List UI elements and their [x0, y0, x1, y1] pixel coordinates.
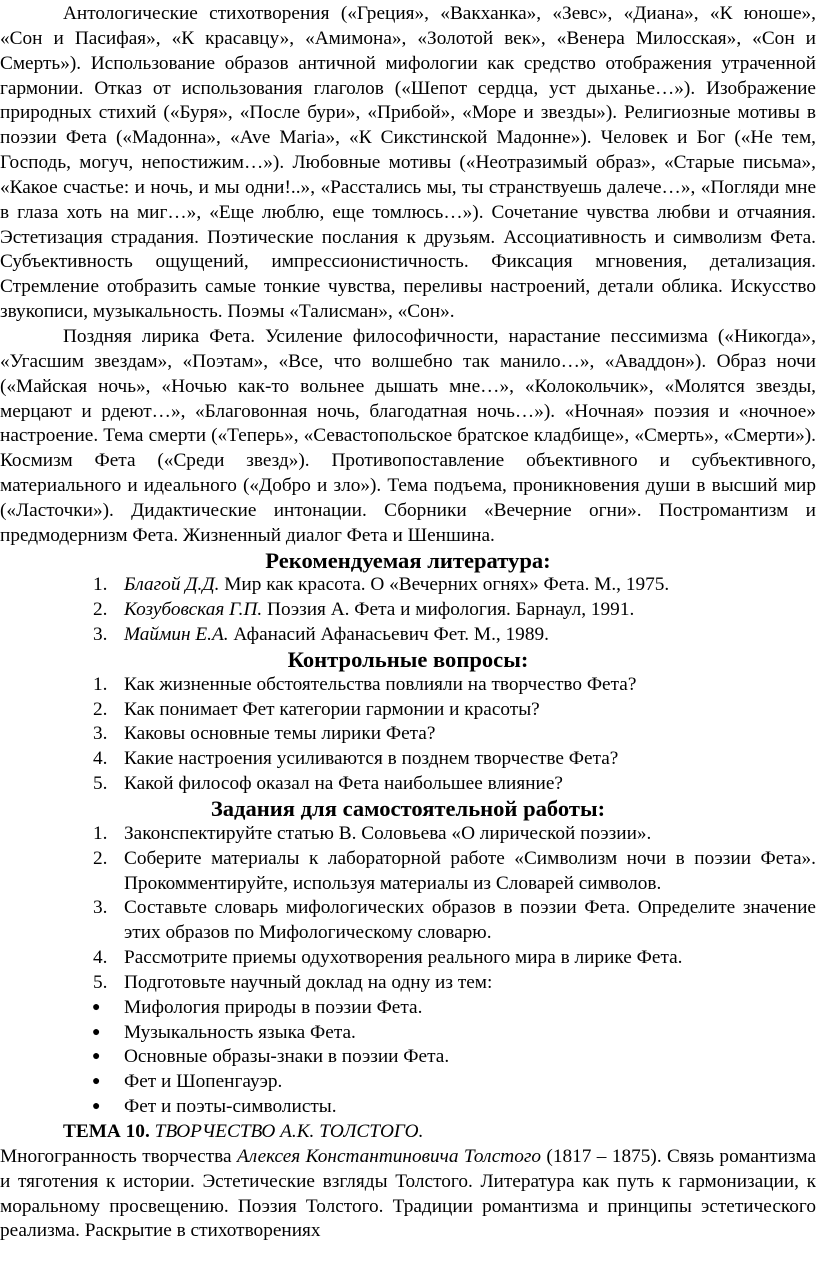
question-item: 3. Каковы основные темы лирики Фета?	[93, 723, 436, 745]
task-item: 5. Подготовьте научный доклад на одну из тем:	[93, 971, 493, 993]
literature-item: 3. Маймин Е.А. Афанасий Афанасьевич Фет. М., 1989.	[93, 624, 549, 646]
author-name: Алексея Константиновича Толстого	[236, 1145, 542, 1167]
task-item: 1. Законспектируйте статью В. Соловьева «О лирической поэзии».	[93, 822, 652, 844]
topic-item: ● Фет и поэты-символисты.	[0, 1095, 816, 1120]
question-item: 1. Как жизненные обстоятельства повлияли на творчество Фета?	[93, 673, 637, 695]
literature-item: 2. Козубовская Г.П. Поэзия А. Фета и мифология. Барнаул, 1991.	[93, 599, 635, 621]
body-paragraph-anthology: Антологические стихотворения («Греция», «Вакханка», «Зевс», «Диана», «К юноше», «Сон и Пасифая», «К красавцу», «Амимона», «Золотой век», «Венера Милосская», «Сон и Смерть»). Использование образов античной мифологии как средство отображения утраченной гармонии. Отказ от использования глаголов («Шепот сердца, уст дыханье…»). Изображение природных стихий («Буря», «После бури», «Прибой», «Море и звезды»). Религиозные мотивы в поэзии Фета («Мадонна», «Ave Maria», «К Сикстинской Мадонне»). Человек и Бог («Не тем, Господь, могуч, непостижим…»). Любовные мотивы («Неотразимый образ», «Старые письма», «Какое счастье: и ночь, и мы одни!..», «Расстались мы, ты странствуешь далече…», «Погляди мне в глаза хоть на миг…», «Еще люблю, еще томлюсь…»). Сочетание чувства любви и отчаяния. Эстетизация страдания. Поэтические послания к друзьям. Ассоциативность и символизм Фета. Субъективность ощущений, импрессионистичность. Фиксация мгновения, детализация. Стремление отобразить самые тонкие чувства, переливы настроений, детали облика. Искусство звукописи, музыкальность. Поэмы «Талисман», «Сон».	[0, 3, 816, 323]
topic-10-label: ТЕМА 10.	[63, 1120, 150, 1142]
report-topics-list	[0, 996, 816, 1120]
tasks-list	[0, 822, 816, 996]
question-item: 4. Какие настроения усиливаются в позднем творчестве Фета?	[93, 748, 619, 770]
literature-item: 1. Благой Д.Д. Мир как красота. О «Вечерних огнях» Фета. М., 1975.	[93, 574, 670, 596]
topic-10-title: ТВОРЧЕСТВО А.К. ТОЛСТОГО.	[154, 1120, 424, 1142]
topic-item: ● Основные образы-знаки в поэзии Фета.	[0, 1045, 816, 1070]
literature-author: Благой Д.Д.	[124, 574, 220, 596]
literature-author: Козубовская Г.П.	[124, 599, 263, 621]
document-page	[0, 2, 816, 1244]
topic-item: ● Фет и Шопенгауэр.	[0, 1070, 816, 1095]
body-paragraph-late-lyrics: Поздняя лирика Фета. Усиление философичности, нарастание пессимизма («Никогда», «Угасшим звездам», «Поэтам», «Все, что волшебно так манило…», «Аваддон»). Образ ночи («Майская ночь», «Ночью как-то вольнее дышать мне…», «Колокольчик», «Молятся звезды, мерцают и рдеют…», «Благовонная ночь, благодатная ночь…»). «Ночная» поэзия и «ночное» настроение. Тема смерти («Теперь», «Севастопольское братское кладбище», «Смерть», «Смерти»). Космизм Фета («Среди звезд»). Противопоставление объективного и субъективного, материального и идеального («Добро и зло»). Тема подъема, проникновения души в высший мир («Ласточки»). Дидактические интонации. Сборники «Вечерние огни». Постромантизм и предмодернизм Фета. Жизненный диалог Фета и Шеншина.	[0, 325, 816, 546]
bullet-icon: ●	[92, 1049, 101, 1065]
task-item: 4. Рассмотрите приемы одухотворения реального мира в лирике Фета.	[93, 947, 683, 969]
bullet-icon: ●	[92, 999, 101, 1015]
bullet-icon: ●	[92, 1099, 101, 1115]
questions-heading: Контрольные вопросы:	[287, 646, 529, 672]
topic-10-heading	[0, 1120, 816, 1145]
topic-item: ● Мифология природы в поэзии Фета.	[0, 996, 816, 1021]
tasks-heading: Задания для самостоятельной работы:	[210, 796, 606, 821]
literature-author: Маймин Е.А.	[124, 624, 229, 646]
task-item: 3. Составьте словарь мифологических образов в поэзии Фета. Определите значение этих образов по Мифологическому словарю.	[93, 897, 816, 944]
topic-item: ● Музыкальность языка Фета.	[0, 1021, 816, 1046]
bullet-icon: ●	[92, 1024, 101, 1040]
question-item: 5. Какой философ оказал на Фета наибольшее влияние?	[93, 773, 563, 795]
question-item: 2. Как понимает Фет категории гармонии и красоты?	[93, 698, 540, 720]
topic-10-intro: Многогранность творчества Алексея Константиновича Толстого (1817 – 1875). Связь романтизма и тяготения к истории. Эстетические взгляды Толстого. Литература как путь к гармонизации, к моральному просвещению. Поэзия Толстого. Традиции романтизма и принципы эстетического реализма. Раскрытие в стихотворениях	[0, 1145, 816, 1242]
literature-heading: Рекомендуемая литература:	[265, 547, 551, 573]
bullet-icon: ●	[92, 1074, 101, 1090]
task-item: 2. Соберите материалы к лабораторной работе «Символизм ночи в поэзии Фета». Прокомментируйте, используя материалы из Словарей символов.	[93, 847, 816, 894]
literature-list	[0, 573, 816, 648]
questions-list	[0, 673, 816, 797]
